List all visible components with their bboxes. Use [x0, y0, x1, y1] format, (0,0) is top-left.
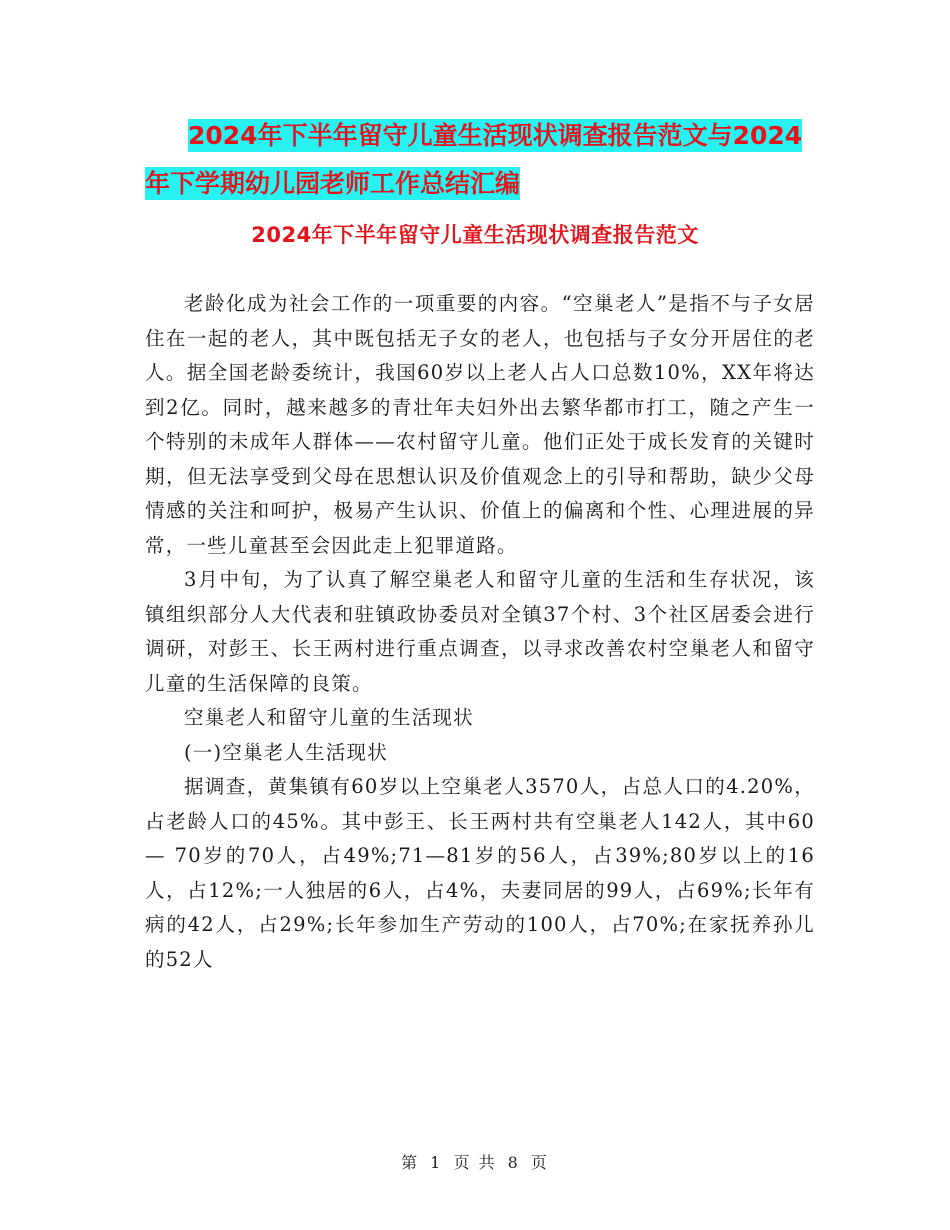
page-total: 8 — [507, 1153, 520, 1172]
section-title: 2024年下半年留守儿童生活现状调查报告范文 — [251, 223, 699, 247]
page-footer — [0, 1150, 950, 1173]
main-title-line2-wrap — [140, 160, 840, 208]
page-label-mid: 页 共 — [453, 1153, 497, 1172]
paragraph: 3月中旬，为了认真了解空巢老人和留守儿童的生活和生存状况，该镇组织部分人大代表和驻镇政协委员对全镇37个村、3个社区居委会进行调研，对彭王、长王两村进行重点调查，以寻求改善农村空巢老人和留守儿童的生活保障的良策。 — [145, 568, 815, 695]
main-title — [140, 112, 840, 208]
page-label-suffix: 页 — [530, 1153, 549, 1172]
main-title-line1-wrap — [140, 112, 840, 160]
body-text — [145, 287, 815, 977]
paragraph: (一)空巢老人生活现状 — [184, 740, 388, 764]
paragraph: 据调查，黄集镇有60岁以上空巢老人3570人，占总人口的4.20%，占老龄人口的45%。其中彭王、长王两村共有空巢老人142人，其中60— 70岁的70人，占49%;71—81岁的56人，占39%;80岁以上的16人，占12%;一人独居的6人，占4%，夫妻同居的99人，占69%;长年有病的42人，占29%;长年参加生产劳动的100人，占70%;在家抚养孙儿的52人 — [145, 775, 815, 971]
main-title-line2: 年下学期幼儿园老师工作总结汇编 — [145, 169, 521, 198]
page-number: 1 — [430, 1153, 443, 1172]
paragraph: 老龄化成为社会工作的一项重要的内容。“空巢老人”是指不与子女居住在一起的老人，其中既包括无子女的老人，也包括与子女分开居住的老人。据全国老龄委统计，我国60岁以上老人占人口总数10%，XX年将达到2亿。同时，越来越多的青壮年夫妇外出去繁华都市打工，随之产生一个特别的未成年人群体——农村留守儿童。他们正处于成长发育的关键时期，但无法享受到父母在思想认识及价值观念上的引导和帮助，缺少父母情感的关注和呵护，极易产生认识、价值上的偏离和个性、心理进展的异常，一些儿童甚至会因此走上犯罪道路。 — [145, 292, 815, 557]
page-label-prefix: 第 — [401, 1153, 420, 1172]
paragraph: 空巢老人和留守儿童的生活现状 — [184, 706, 474, 729]
main-title-line1: 2024年下半年留守儿童生活现状调查报告范文与2024 — [188, 121, 803, 150]
